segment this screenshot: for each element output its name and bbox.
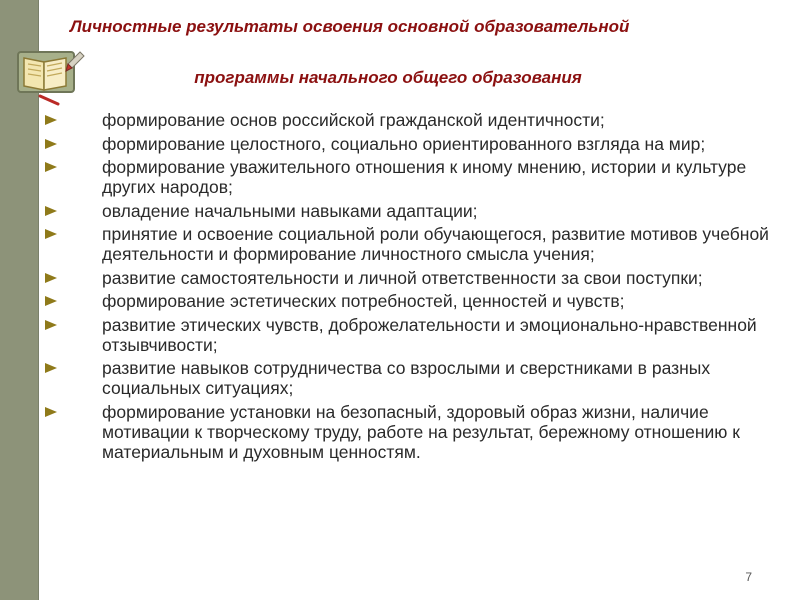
arrow-bullet-icon bbox=[44, 228, 58, 240]
list-item-text: развитие этических чувств, доброжелательности и эмоционально-нравственной отзывчивости; bbox=[102, 314, 757, 355]
slide-title-line-1: Личностные результаты освоения основной образовательной bbox=[70, 17, 630, 36]
list-item bbox=[44, 224, 792, 264]
list-item bbox=[44, 358, 792, 398]
arrow-bullet-icon bbox=[44, 295, 58, 307]
list-item bbox=[44, 134, 792, 154]
arrow-bullet-icon bbox=[44, 138, 58, 150]
arrow-bullet-icon bbox=[44, 362, 58, 374]
arrow-bullet-icon bbox=[44, 272, 58, 284]
list-item-text: развитие навыков сотрудничества со взрослыми и сверстниками в разных социальных ситуациях; bbox=[102, 358, 711, 398]
list-item-text: формирование установки на безопасный, здоровый образ жизни, наличие мотивации к творческому труду, работе на результат, бережному отношению к материальным и духовным ценностям. bbox=[102, 401, 740, 462]
slide-title-line-2: программы начального общего образования bbox=[194, 68, 582, 87]
list-item-text: формирование целостного, социально ориентированного взгляда на мир; bbox=[102, 133, 706, 154]
list-item bbox=[44, 157, 792, 197]
list-item-text: формирование эстетических потребностей, ценностей и чувств; bbox=[102, 291, 625, 311]
list-item-text: формирование уважительного отношения к иному мнению, истории и культуре других народов; bbox=[102, 157, 747, 197]
results-list bbox=[44, 110, 792, 465]
list-item-text: формирование основ российской гражданской идентичности; bbox=[102, 110, 605, 130]
arrow-bullet-icon bbox=[44, 205, 58, 217]
list-item bbox=[44, 402, 792, 462]
book-pen-icon bbox=[14, 44, 90, 110]
list-item bbox=[44, 268, 792, 288]
list-item-text: развитие самостоятельности и личной ответственности за свои поступки; bbox=[102, 267, 703, 288]
list-item-text: принятие и освоение социальной роли обучающегося, развитие мотивов учебной деятельности и формирование личностного смысла учения; bbox=[102, 224, 769, 264]
arrow-bullet-icon bbox=[44, 161, 58, 173]
arrow-bullet-icon bbox=[44, 114, 58, 126]
list-item-text: овладение начальными навыками адаптации; bbox=[102, 200, 478, 221]
list-item bbox=[44, 201, 792, 221]
list-item bbox=[44, 315, 792, 355]
list-item bbox=[44, 291, 792, 311]
list-item bbox=[44, 110, 792, 130]
arrow-bullet-icon bbox=[44, 319, 58, 331]
page-number: 7 bbox=[745, 570, 752, 584]
arrow-bullet-icon bbox=[44, 406, 58, 418]
